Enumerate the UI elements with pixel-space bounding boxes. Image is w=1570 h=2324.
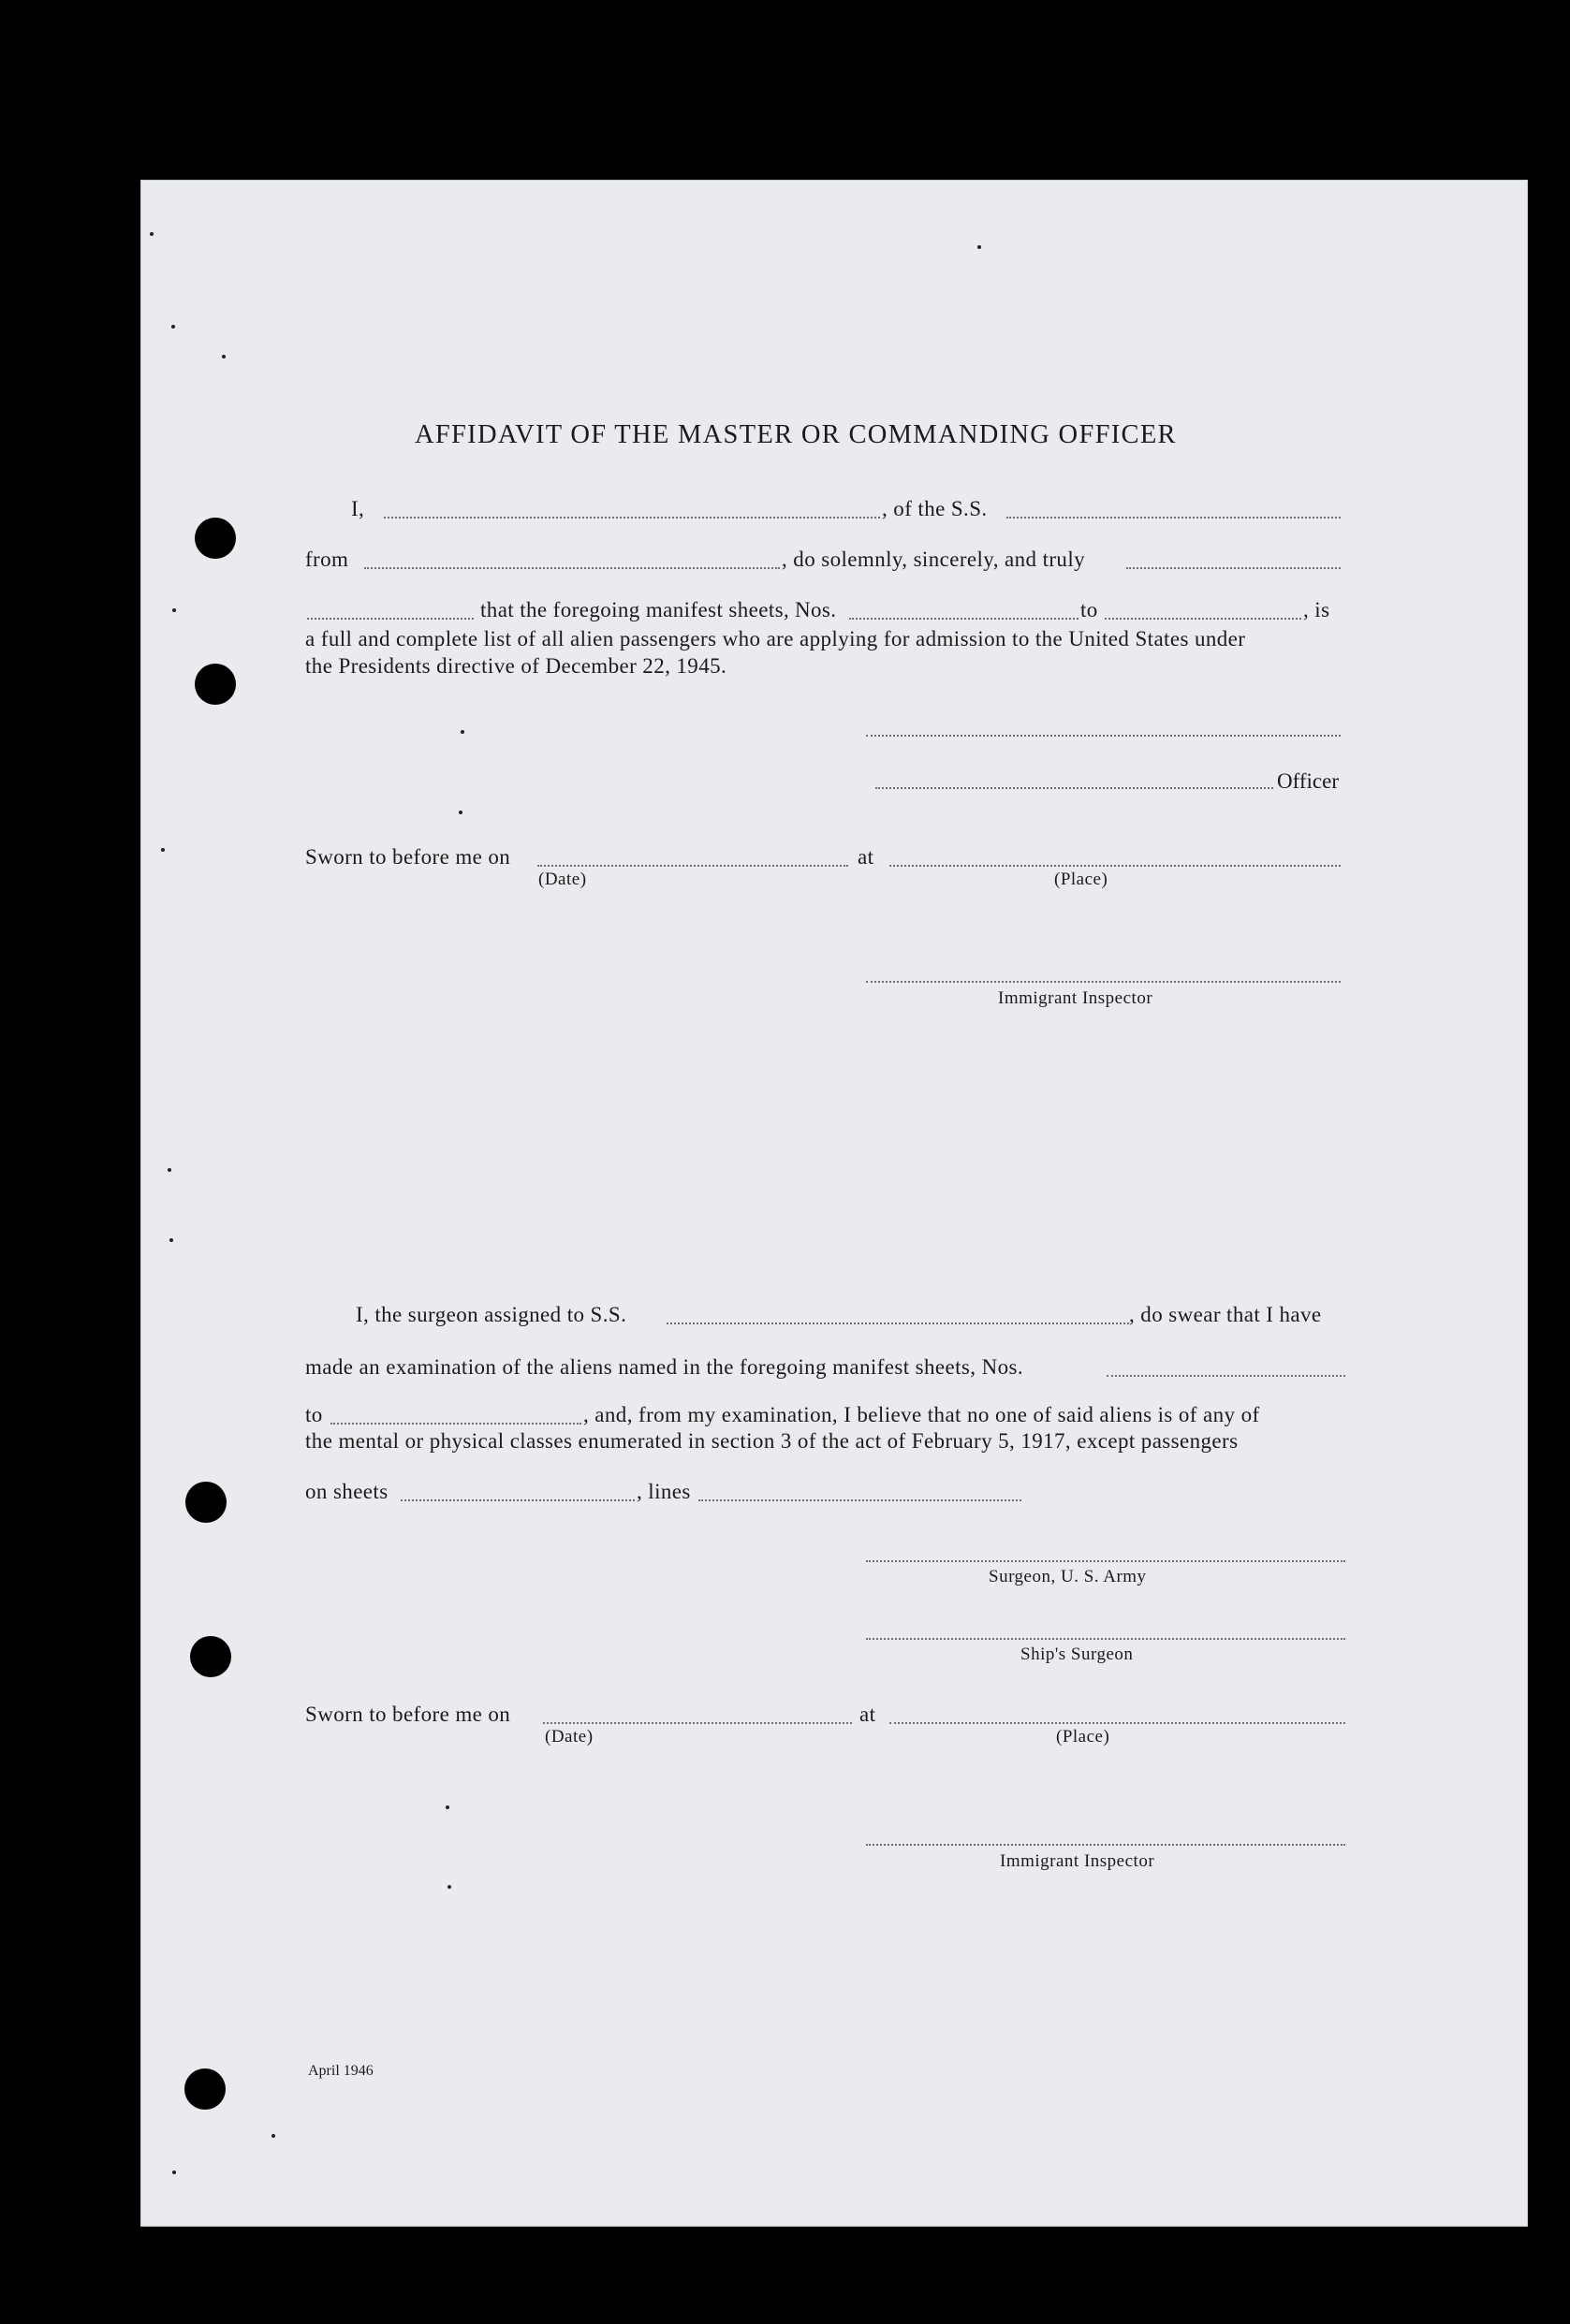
surgeon-inspector-caption: Immigrant Inspector xyxy=(1000,1851,1155,1871)
form-sheet xyxy=(140,180,1528,2227)
form-revision-date: April 1946 xyxy=(308,2063,374,2079)
scan-speck xyxy=(161,848,165,852)
ships-surgeon-signature-field[interactable] xyxy=(866,1638,1345,1640)
army-surgeon-signature-field[interactable] xyxy=(866,1560,1345,1562)
surgeon-sheets-label: on sheets xyxy=(305,1480,389,1503)
surgeon-lines-label: , lines xyxy=(637,1480,691,1503)
officer-signature-field[interactable] xyxy=(875,787,1273,789)
surgeon-exam-result-label: , and, from my examination, I believe that no one of said aliens is of any of xyxy=(583,1403,1260,1426)
punch-hole xyxy=(190,1636,231,1677)
punch-hole xyxy=(185,1482,227,1523)
master-from-field[interactable] xyxy=(364,567,780,569)
surgeon-classes-line: the mental or physical classes enumerated in section 3 of the act of February 5, 1917, except passengers xyxy=(305,1429,1239,1453)
surgeon-lines-field[interactable] xyxy=(698,1499,1021,1501)
scan-speck xyxy=(446,1805,449,1809)
scan-speck xyxy=(169,1238,173,1242)
surgeon-inspector-signature-field[interactable] xyxy=(866,1844,1345,1846)
scan-speck xyxy=(172,2171,176,2174)
surgeon-at-label: at xyxy=(859,1703,876,1726)
master-is-label: , is xyxy=(1303,598,1330,621)
surgeon-sworn-label: Sworn to before me on xyxy=(305,1703,511,1726)
master-sworn-date-field[interactable] xyxy=(537,865,848,867)
scan-speck xyxy=(171,325,175,329)
surgeon-to-label: to xyxy=(305,1403,323,1426)
surgeon-sworn-date-field[interactable] xyxy=(543,1722,852,1724)
master-sworn-place-field[interactable] xyxy=(889,865,1341,867)
master-nos-from-field[interactable] xyxy=(849,618,1078,620)
master-sworn-label: Sworn to before me on xyxy=(305,845,511,869)
master-signature-field[interactable] xyxy=(866,735,1341,737)
surgeon-ship-field[interactable] xyxy=(667,1323,1129,1324)
surgeon-nos-from-field[interactable] xyxy=(1107,1375,1345,1377)
surgeon-place-caption: (Place) xyxy=(1056,1727,1110,1747)
master-full-list-line: a full and complete list of all alien passengers who are applying for admission to the United States under xyxy=(305,627,1246,650)
army-surgeon-caption: Surgeon, U. S. Army xyxy=(989,1567,1147,1586)
punch-hole xyxy=(195,518,236,559)
surgeon-nos-to-field[interactable] xyxy=(330,1423,581,1425)
ships-surgeon-caption: Ship's Surgeon xyxy=(1020,1644,1134,1664)
master-to-label: to xyxy=(1080,598,1098,621)
surgeon-swear-label: , do swear that I have xyxy=(1129,1303,1322,1326)
master-manifest-label: that the foregoing manifest sheets, xyxy=(480,598,790,621)
master-from-label: from xyxy=(305,548,349,571)
master-of-ss-label: , of the S.S. xyxy=(882,497,988,520)
master-solemnly-label: , do solemnly, sincerely, and truly xyxy=(782,548,1086,571)
master-i-label: I, xyxy=(351,497,365,520)
scan-speck xyxy=(222,355,226,358)
surgeon-assigned-label: I, the surgeon assigned to S.S. xyxy=(356,1303,627,1326)
master-oath-field[interactable] xyxy=(307,618,474,620)
form-title: AFFIDAVIT OF THE MASTER OR COMMANDING OFFICER xyxy=(415,420,1177,449)
master-nos-label: Nos. xyxy=(795,598,837,621)
master-nos-to-field[interactable] xyxy=(1105,618,1301,620)
scan-speck xyxy=(172,608,176,612)
surgeon-exam-label: made an examination of the aliens named in the foregoing manifest sheets, Nos. xyxy=(305,1355,1023,1379)
master-ship-field[interactable] xyxy=(1006,517,1341,519)
surgeon-sworn-place-field[interactable] xyxy=(889,1722,1345,1724)
master-name-field[interactable] xyxy=(384,517,880,519)
scan-speck xyxy=(459,811,462,814)
scan-speck xyxy=(271,2134,275,2138)
master-at-label: at xyxy=(858,845,874,869)
master-inspector-caption: Immigrant Inspector xyxy=(998,988,1153,1008)
master-place-caption: (Place) xyxy=(1054,870,1108,889)
master-solemnly-field[interactable] xyxy=(1126,567,1341,569)
scan-speck xyxy=(168,1168,171,1172)
officer-label: Officer xyxy=(1277,769,1339,793)
scan-speck xyxy=(150,232,154,236)
master-inspector-signature-field[interactable] xyxy=(866,981,1341,983)
master-date-caption: (Date) xyxy=(538,870,587,889)
punch-hole xyxy=(184,2068,226,2110)
surgeon-sheets-field[interactable] xyxy=(401,1499,635,1501)
surgeon-date-caption: (Date) xyxy=(545,1727,594,1747)
master-directive-line: the Presidents directive of December 22, 1945. xyxy=(305,654,727,678)
scan-speck xyxy=(977,245,981,249)
scan-speck xyxy=(448,1885,451,1889)
scan-speck xyxy=(461,730,464,734)
punch-hole xyxy=(195,664,236,705)
